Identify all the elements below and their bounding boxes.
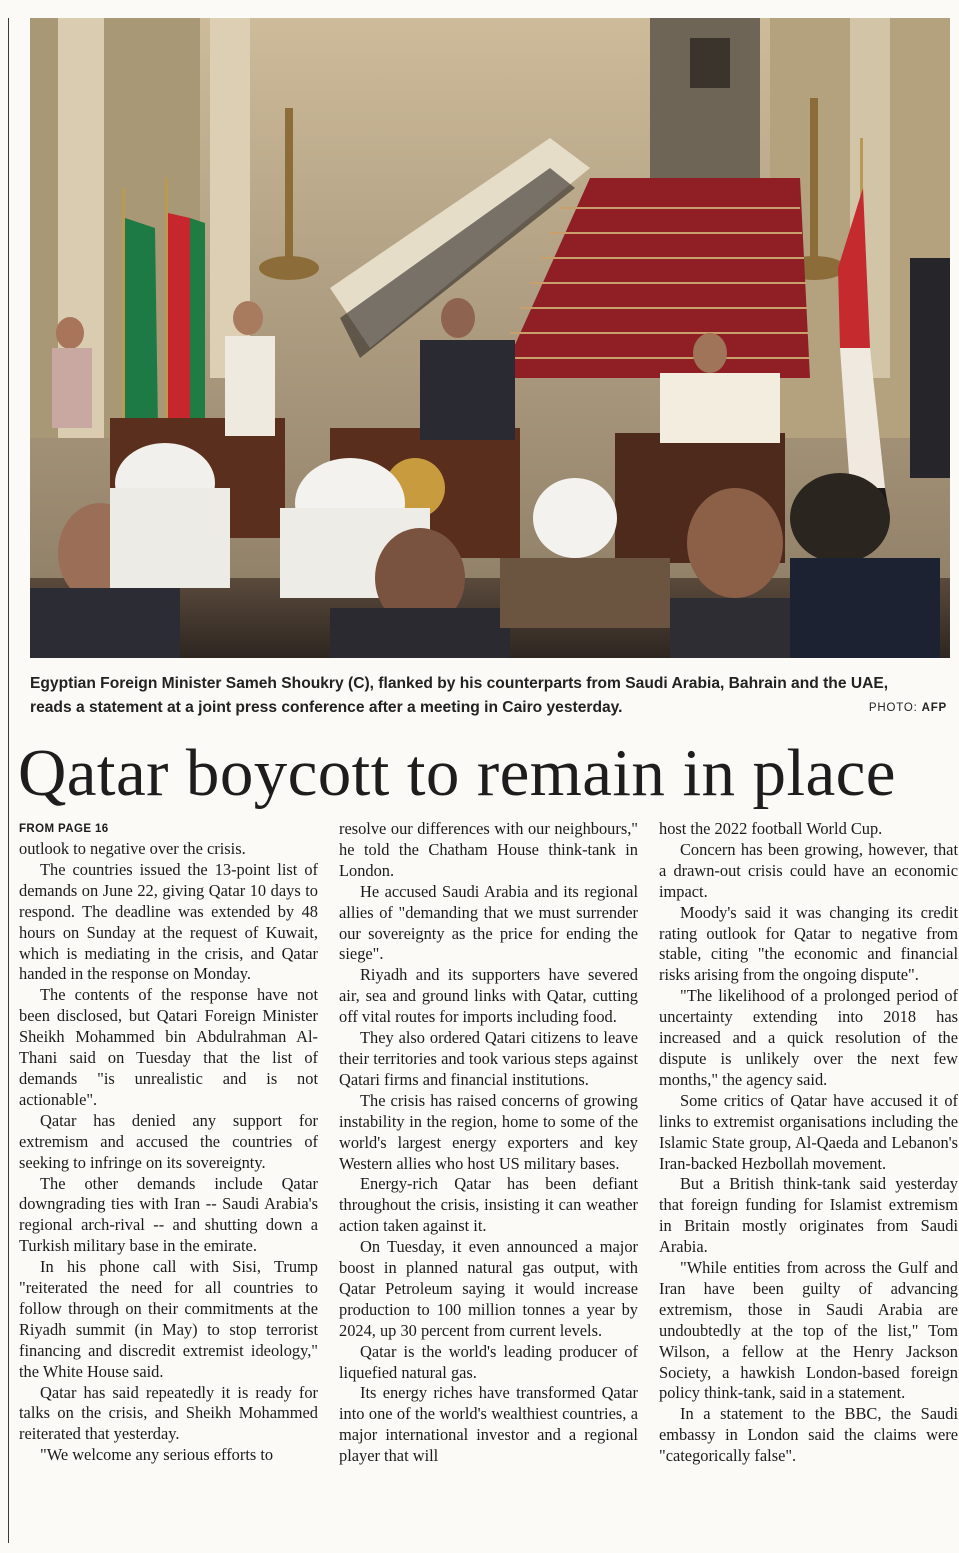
photo-credit-label: PHOTO: (868, 702, 918, 714)
paragraph: On Tuesday, it even announced a major boost in planned natural gas output, with Qatar Petroleum saying it would increase production to 100 million tonnes a year by 2024, up 30 percent from current levels. (339, 1237, 638, 1340)
column-rule (8, 18, 9, 1543)
paragraph: The other demands include Qatar downgrading ties with Iran -- Saudi Arabia's regional arch-rival -- and shutting down a Turkish military base in the emirate. (19, 1173, 318, 1256)
article-column-1 (19, 819, 318, 1466)
paragraph: He accused Saudi Arabia and its regional allies of "demanding that we must surrender our sovereignty as the price for ending the siege". (339, 881, 638, 964)
article-headline: Qatar boycott to remain in place (18, 736, 896, 810)
paragraph: Some critics of Qatar have accused it of links to extremist organisations including the Islamic State group, Al-Qaeda and Lebanon's Iran-backed Hezbollah movement. (659, 1090, 958, 1173)
paragraph: "We welcome any serious efforts to (40, 1445, 274, 1465)
press-conference-photo (30, 18, 950, 658)
paragraph: They also ordered Qatari citizens to leave their territories and took various steps against Qatari firms and financial institutions. (339, 1028, 638, 1089)
paragraph: In a statement to the BBC, the Saudi embassy in London said the claims were "categorically false". (659, 1404, 958, 1466)
paragraph: Its energy riches have transformed Qatar into one of the world's wealthiest countries, a major international investor and a regional player that will (339, 1383, 638, 1466)
paragraph: host the 2022 football World Cup. (659, 819, 883, 838)
paragraph: resolve our differences with our neighbours," he told the Chatham House think-tank in London. (339, 819, 638, 880)
paragraph: "While entities from across the Gulf and Iran have been guilty of advancing extremism, those in Saudi Arabia are undoubtedly at the top of the list," Tom Wilson, a fellow at the Henry Jackson Society, a hawkish London-based foreign policy think-tank, said in a statement. (659, 1258, 958, 1403)
photo-illustration (30, 18, 950, 658)
article-column-2 (339, 819, 638, 1467)
photo-caption: Egyptian Foreign Minister Sameh Shoukry (C), flanked by his counterparts from Saudi Arabia, Bahrain and the UAE, reads a statement at a joint press conference after a meeting in Cairo yesterday. (30, 675, 889, 716)
paragraph: Qatar has said repeatedly it is ready for talks on the crisis, and Sheikh Mohammed reiterated that yesterday. (19, 1382, 318, 1444)
paragraph: The crisis has raised concerns of growing instability in the region, home to some of the world's largest energy exporters and key Western allies who host US military bases. (339, 1090, 638, 1173)
photo-credit-source: AFP (921, 702, 947, 714)
article-column-3 (659, 819, 958, 1467)
photo-credit (869, 702, 947, 714)
paragraph: Energy-rich Qatar has been defiant throughout the crisis, insisting it can weather action taken against it. (339, 1174, 638, 1236)
paragraph: But a British think-tank said yesterday that foreign funding for Islamist extremism in Britain mostly originates from Saudi Arabia. (659, 1174, 958, 1257)
jump-line: FROM PAGE 16 (19, 823, 109, 835)
paragraph: The contents of the response have not been disclosed, but Qatari Foreign Minister Sheikh Mohammed bin Abdulrahman Al-Thani said on Tuesday that the list of demands "is unrealistic and is not actionable". (19, 985, 318, 1109)
paragraph: Concern has been growing, however, that a drawn-out crisis could have an economic impact. (659, 839, 958, 901)
paragraph: Qatar is the world's leading producer of liquefied natural gas. (339, 1341, 638, 1382)
paragraph: "The likelihood of a prolonged period of uncertainty extending into 2018 has increased and a quick resolution of the dispute is unlikely over the next few months," the agency said. (659, 986, 958, 1089)
paragraph: Moody's said it was changing its credit rating outlook for Qatar to negative from stable, citing "the economic and financial risks arising from the ongoing dispute". (659, 902, 958, 985)
paragraph: In his phone call with Sisi, Trump "reiterated the need for all countries to follow through on their commitments at the Riyadh summit (in May) to stop terrorist financing and discredit extremist ideology," the White House said. (19, 1257, 318, 1381)
paragraph: outlook to negative over the crisis. (19, 839, 246, 858)
paragraph: Riyadh and its supporters have severed air, sea and ground links with Qatar, cutting off vital routes for imports including food. (339, 965, 638, 1027)
paragraph: The countries issued the 13-point list of demands on June 22, giving Qatar 10 days to respond. The deadline was extended by 48 hours on Sunday at the request of Kuwait, which is mediating in the crisis, and Qatar handed in the response on Monday. (19, 859, 318, 984)
paragraph: Qatar has denied any support for extremism and accused the countries of seeking to infringe on its sovereignty. (19, 1110, 318, 1172)
